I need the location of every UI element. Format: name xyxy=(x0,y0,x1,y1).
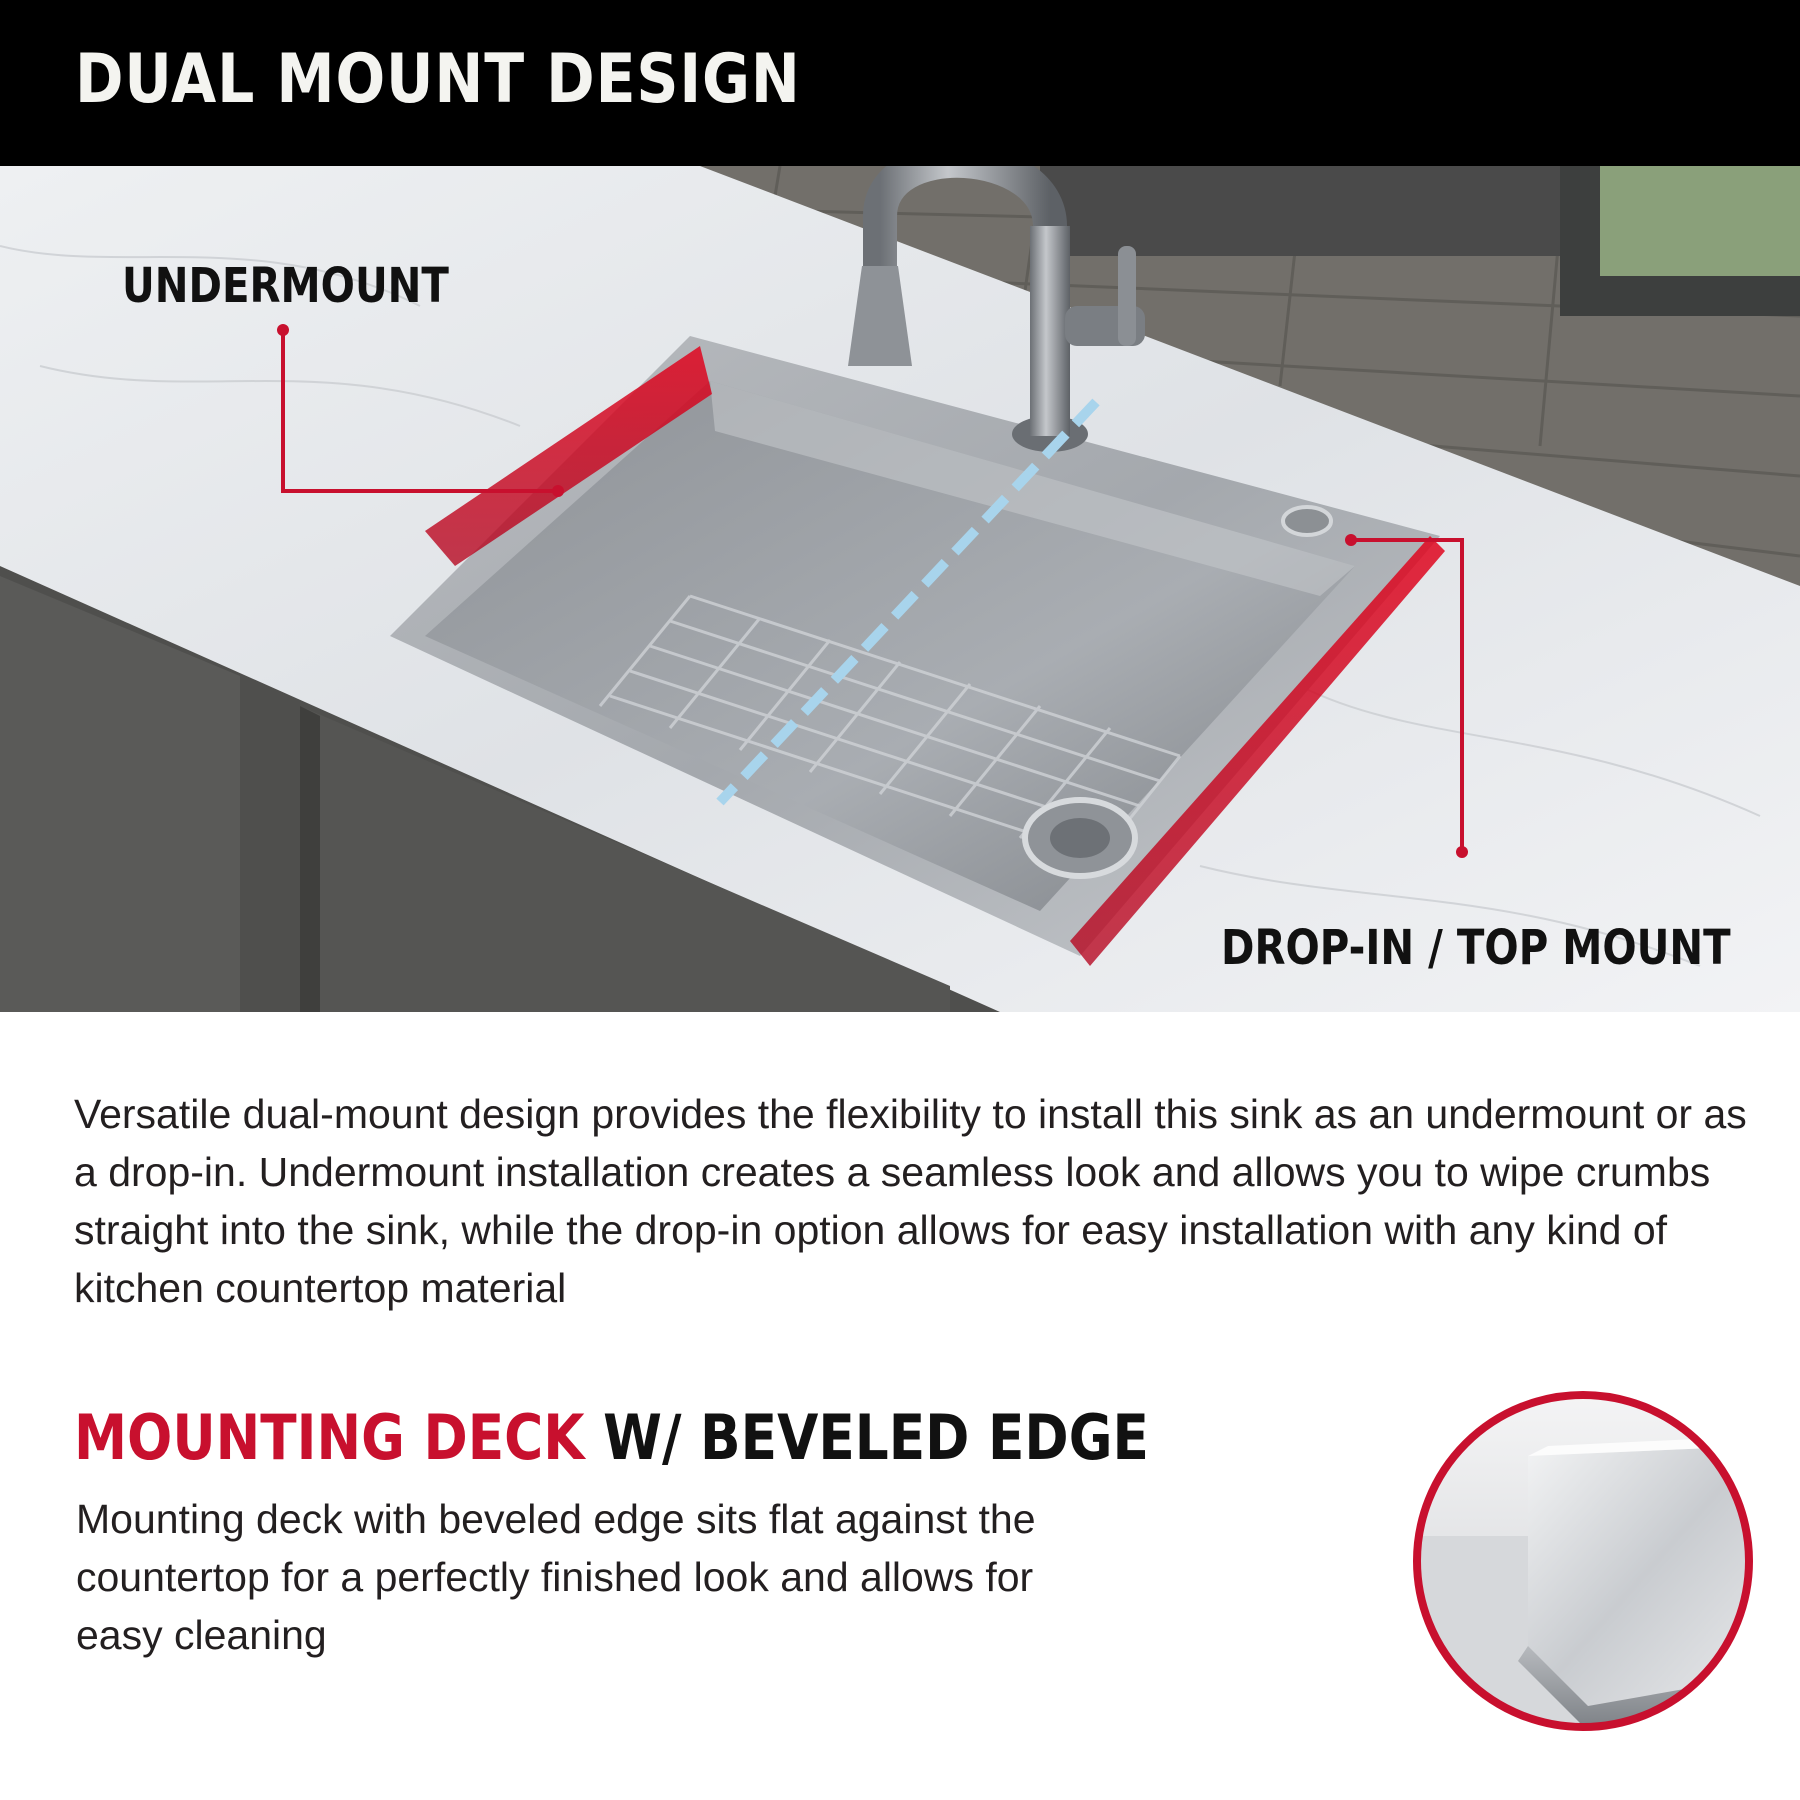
feature-title-accent: MOUNTING DECK xyxy=(74,1401,585,1474)
header-bar xyxy=(0,0,1800,166)
feature-title xyxy=(74,1401,1149,1474)
feature-title-rest: W/ BEVELED EDGE xyxy=(603,1401,1149,1474)
drain-icon xyxy=(1025,800,1135,876)
dropin-label: DROP-IN / TOP MOUNT xyxy=(1221,920,1731,976)
beveled-edge-detail xyxy=(1408,1386,1758,1736)
dual-mount-description: Versatile dual-mount design provides the flexibility to install this sink as an undermount or as a drop-in. Undermount installation creates a seamless look and allows you to wipe crumbs straight into the sink, while the drop-in option allows for easy installation with any kind of kitchen countertop material xyxy=(74,1091,1747,1311)
undermount-label: UNDERMOUNT xyxy=(122,258,449,314)
feature-description: Mounting deck with beveled edge sits flat against the countertop for a perfectly finished look and allows for easy cleaning xyxy=(76,1496,1036,1658)
soap-dispenser-icon xyxy=(1283,507,1331,535)
page-title: DUAL MOUNT DESIGN xyxy=(75,40,801,119)
